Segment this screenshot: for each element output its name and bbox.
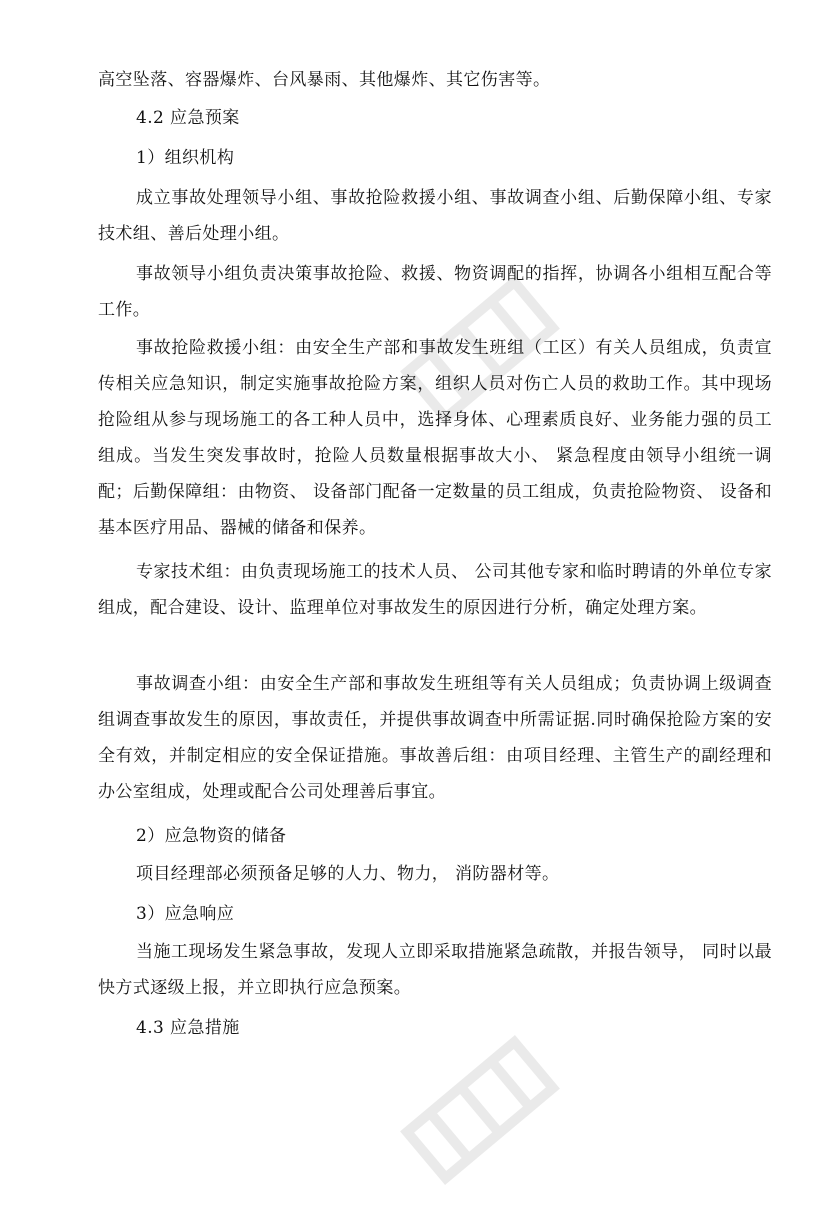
paragraph-leadership-group: 事故领导小组负责决策事故抢险、救援、物资调配的指挥，协调各小组相互配合等工作。: [98, 264, 772, 320]
subheading-supplies: 2）应急物资的储备: [136, 826, 287, 846]
section-heading-4-2: 4.2 应急预案: [136, 108, 240, 128]
paragraph-expert-group: 专家技术组：由负责现场施工的技术人员、 公司其他专家和临时聘请的外单位专家组成，配合建设、设计、监理单位对事故发生的原因进行分析，确定处理方案。: [98, 562, 772, 618]
paragraph-groups: 成立事故处理领导小组、事故抢险救援小组、事故调查小组、后勤保障小组、专家技术组、善后处理小组。: [98, 188, 772, 244]
paragraph-response: 当施工现场发生紧急事故，发现人立即采取措施紧急疏散，并报告领导， 同时以最快方式逐级上报，并立即执行应急预案。: [98, 942, 772, 998]
subheading-response: 3）应急响应: [136, 904, 235, 924]
paragraph-rescue-group: 事故抢险救援小组：由安全生产部和事故发生班组（工区）有关人员组成，负责宣传相关应急知识，制定实施事故抢险方案，组织人员对伤亡人员的救助工作。其中现场抢险组从参与现场施工的各工种人员中，选择身体、心理素质良好、业务能力强的员工组成。当发生突发事故时，抢险人员数量根据事故大小、 紧急程度由领导小组统一调配；后勤保障组：由物资、 设备部门配备一定数量的员工组成，负责抢险物资、 设备和基本医疗用品、器械的储备和保养。: [98, 338, 772, 538]
section-heading-4-3: 4.3 应急措施: [136, 1018, 240, 1038]
paragraph-supplies: 项目经理部必须预备足够的人力、物力， 消防器材等。: [136, 864, 560, 884]
subheading-organization: 1）组织机构: [136, 148, 235, 168]
paragraph-hazards: 高空坠落、容器爆炸、台风暴雨、其他爆炸、其它伤害等。: [98, 70, 551, 90]
paragraph-investigation-group: 事故调查小组：由安全生产部和事故发生班组等有关人员组成；负责协调上级调查组调查事故发生的原因，事故责任，并提供事故调查中所需证据.同时确保抢险方案的安全有效，并制定相应的安全保证措施。事故善后组：由项目经理、主管生产的副经理和办公室组成，处理或配合公司处理善后事宜。: [98, 674, 772, 802]
